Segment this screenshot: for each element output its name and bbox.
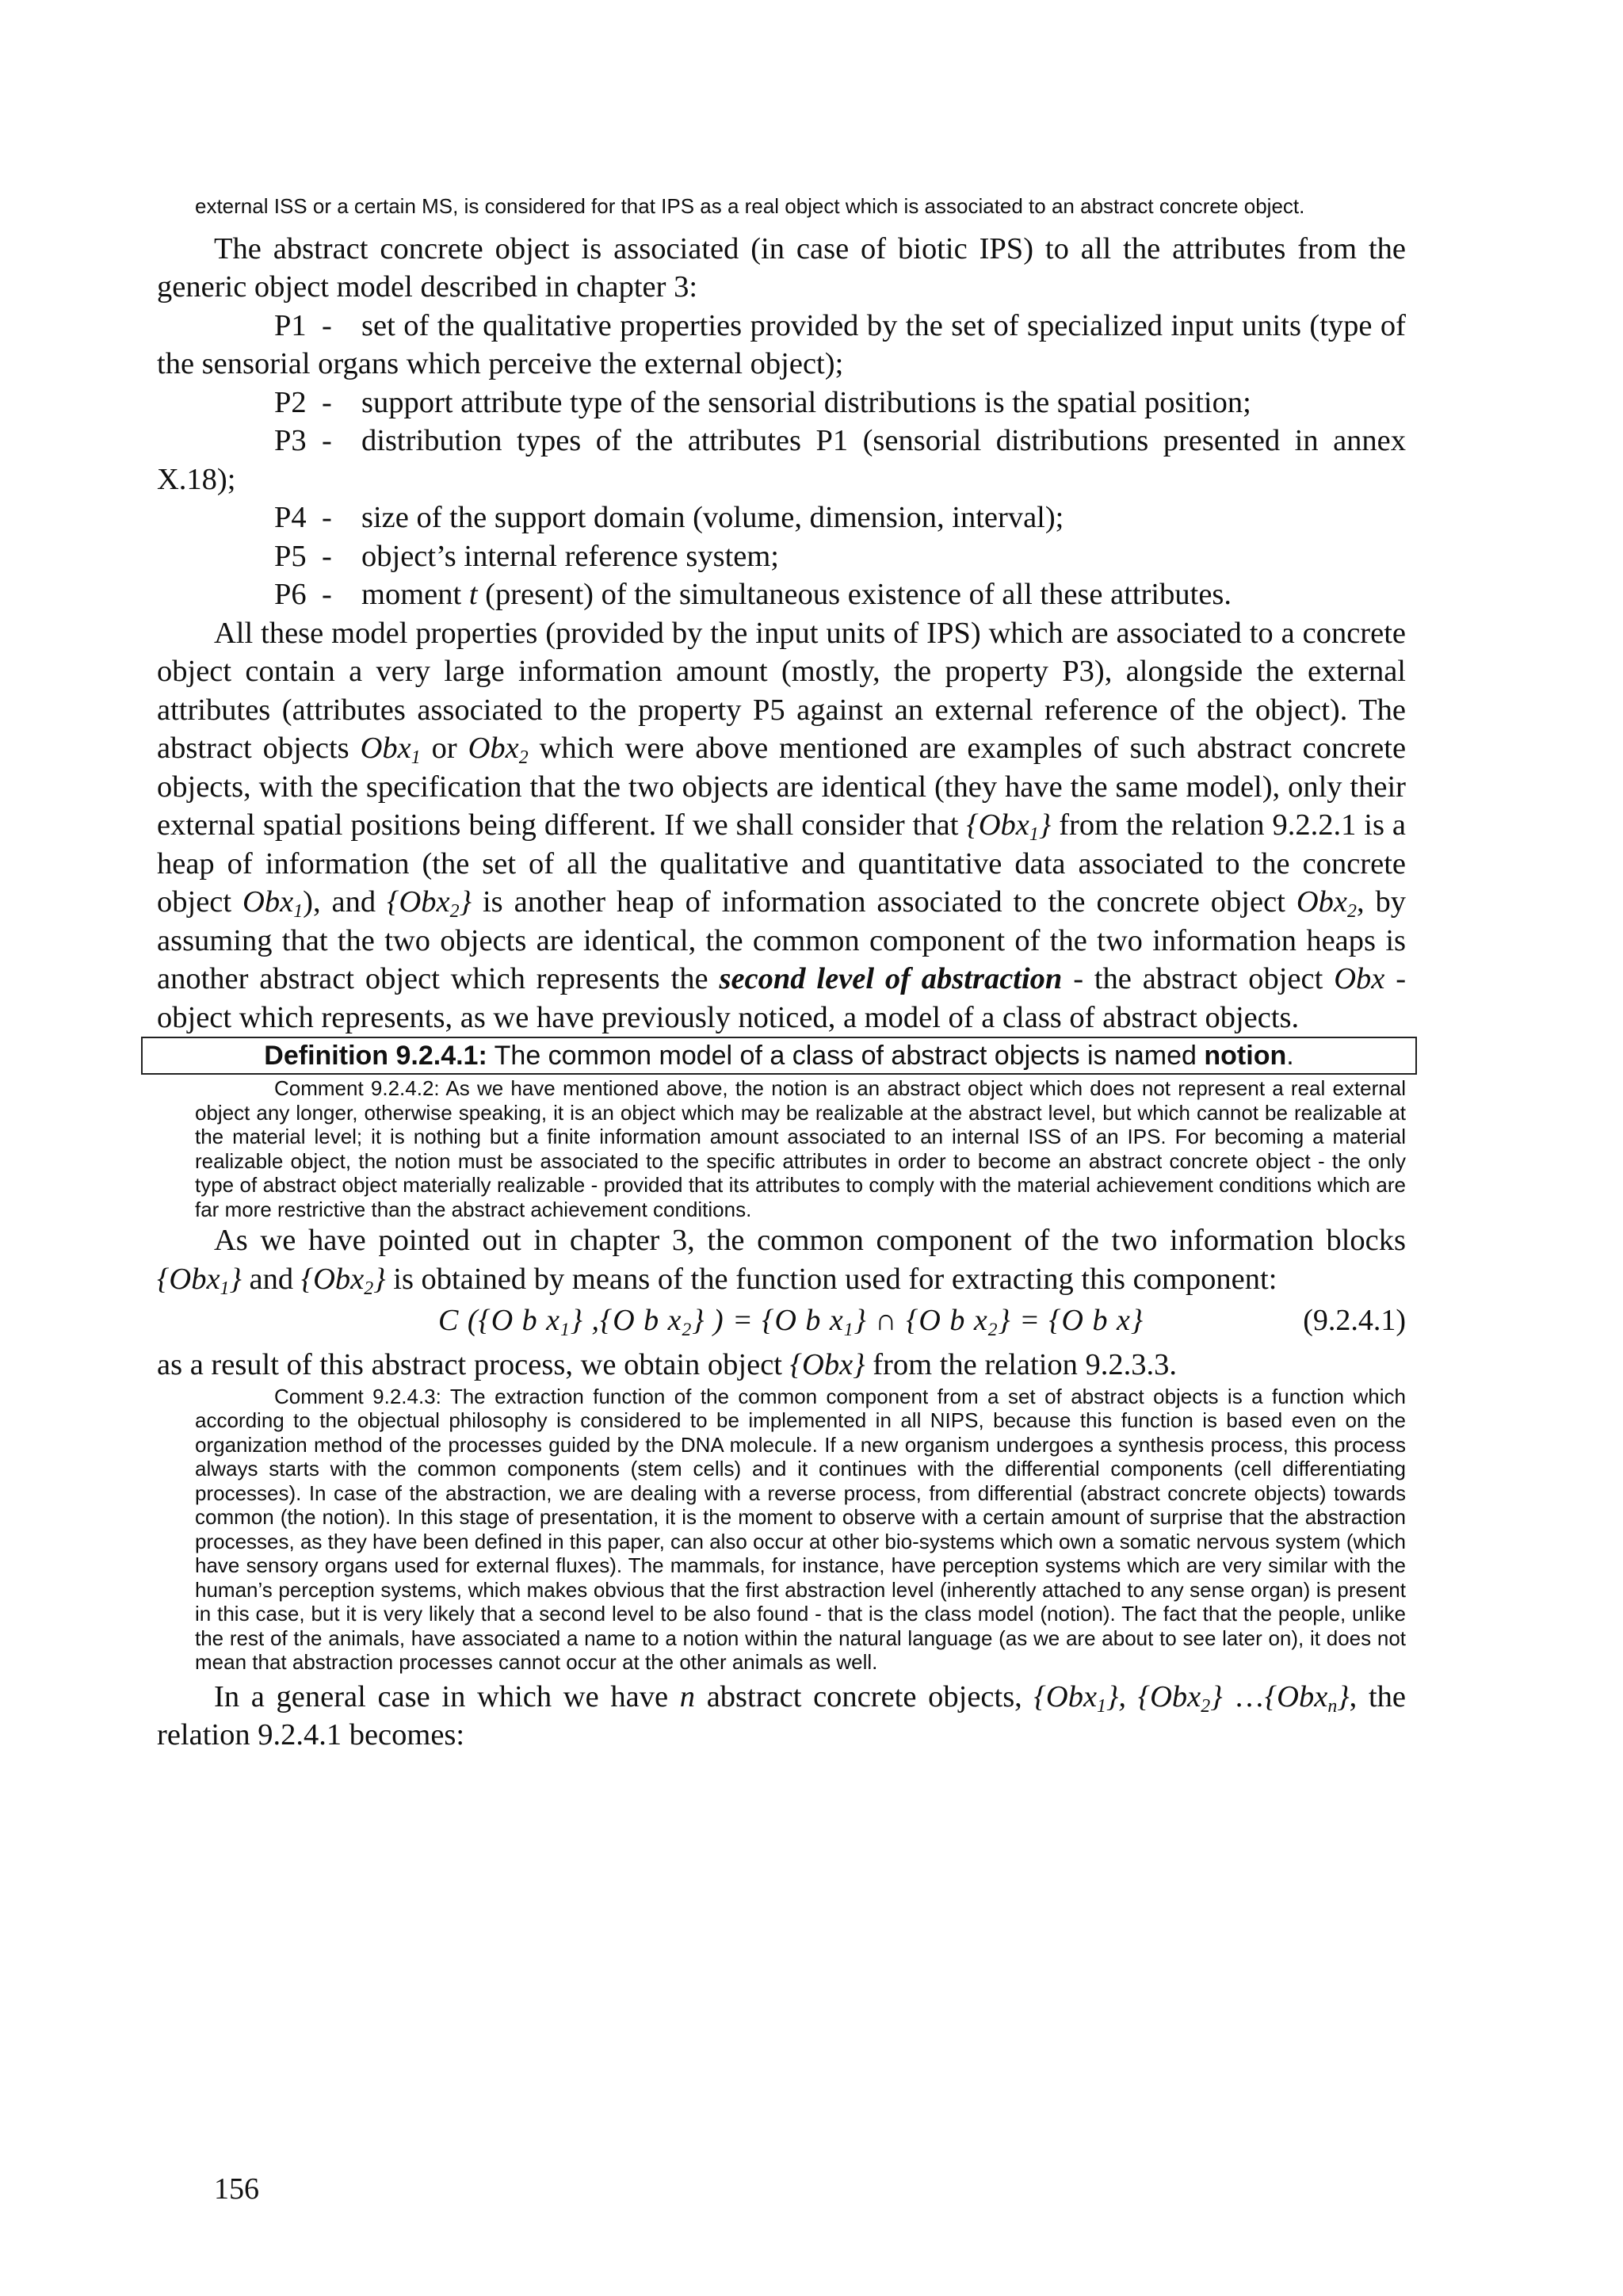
paragraph-2-text: - object which represents, as we have previously noticed, a model of a class of abstract objects. — [157, 962, 1407, 1034]
property-item-p4 — [157, 499, 1406, 537]
paragraph-3-text: is obtained by means of the function used for extracting this component: — [393, 1262, 1277, 1296]
definition-term: notion — [1204, 1041, 1287, 1071]
property-id: P2 — [274, 385, 307, 419]
math-obx1 — [360, 732, 421, 769]
math-subscript: 2 — [1347, 901, 1357, 923]
property-id: P6 — [274, 578, 307, 611]
math-subscript: 1 — [293, 901, 304, 923]
equation-subscript: 1 — [843, 1320, 854, 1341]
equation-part: } = {O b x} — [998, 1304, 1144, 1337]
paragraph-3-text: As we have pointed out in chapter 3, the common component of the two information blocks — [214, 1224, 1406, 1257]
equation-subscript: 2 — [682, 1320, 693, 1341]
equation-part: } ∩ {O b x — [854, 1304, 988, 1337]
equation-9-2-4-1 — [157, 1298, 1406, 1346]
paragraph-2-text: which were above mentioned are examples of such abstract concrete objects, with the specification that the two objects are identical (they have the same model), only their external spatial positions being different. If we shall consider that — [157, 732, 1407, 842]
property-id: P4 — [274, 501, 307, 534]
property-text: set of the qualitative properties provided by the set of specialized input units (type of the sensorial organs which perceive the external object); — [157, 308, 1406, 380]
paragraph-2-text: is another heap of information associated to the concrete object — [482, 885, 1285, 919]
math-obx: Obx — [1334, 962, 1385, 995]
comment-9-2-4-2: Comment 9.2.4.2: As we have mentioned above, the notion is an abstract object which does not represent a real external object any longer, otherwise speaking, it is an object which may be realizable at the abstract level, but which cannot be realizable at the material level; it is nothing but a finite information amount associated to an internal ISS of an IPS. For becoming a material realizable object, the notion must be associated to the specific attributes in order to become an abstract concrete object - the only type of abstract object materially realizable - provided that its attributes to comply with the material achievement conditions which are far more restrictive than the abstract achievement conditions. — [195, 1076, 1406, 1221]
equation-subscript: 2 — [987, 1320, 999, 1341]
ellipsis: … — [1234, 1679, 1265, 1713]
property-dash: - — [322, 539, 332, 573]
property-item-p2 — [157, 384, 1406, 422]
math-symbol: }, — [1106, 1679, 1127, 1713]
math-obx2 — [468, 732, 529, 769]
property-dash: - — [322, 424, 332, 457]
paragraph-3 — [157, 1221, 1406, 1298]
math-symbol: Obx — [360, 732, 411, 765]
equation-part: C ({O b x — [438, 1304, 561, 1337]
paragraph-2-text: All these model properties (provided by the input units of IPS) which are associated to a concrete object contain a very large information amount (mostly, the property P3), alongside the external attributes (attributes associated to the property P5 against an external reference of the object). The abstract objects — [157, 616, 1406, 765]
math-set-obx2 — [387, 885, 472, 923]
math-subscript: 1 — [1097, 1695, 1106, 1717]
paragraph-5-text: , the relation 9.2.4.1 becomes: — [157, 1679, 1407, 1752]
definition-text: The common model of a class of abstract objects is named — [494, 1041, 1197, 1071]
definition-label: Definition 9.2.4.1: — [264, 1041, 487, 1071]
paragraph-5 — [157, 1678, 1406, 1755]
property-text: support attribute type of the sensorial distributions is the spatial position; — [361, 385, 1251, 419]
math-symbol: {Obx — [1033, 1679, 1098, 1713]
property-item-p1 — [157, 307, 1406, 384]
math-set-obx2 — [300, 1262, 386, 1299]
paragraph-2-text: - the abstract object — [1073, 962, 1323, 995]
math-subscript: 2 — [364, 1278, 374, 1299]
math-subscript: 2 — [1201, 1695, 1211, 1717]
paragraph-3-text: and — [249, 1262, 294, 1296]
math-symbol: Obx — [1296, 885, 1347, 919]
paragraph-4-text: from the relation 9.2.3.3. — [873, 1348, 1178, 1381]
math-symbol: } — [459, 885, 472, 919]
math-set-obx2 — [1137, 1679, 1223, 1717]
math-subscript: 2 — [449, 901, 460, 923]
paragraph-1-text: The abstract concrete object is associated (in case of biotic IPS) to all the attributes from the generic object model described in chapter 3: — [157, 231, 1406, 304]
definition-end: . — [1286, 1041, 1294, 1071]
property-item-p6 — [157, 575, 1406, 614]
property-text: (present) of the simultaneous existence of all these attributes. — [485, 578, 1232, 611]
page-number: 156 — [214, 2172, 259, 2206]
equation-expression — [438, 1303, 1144, 1341]
math-set-obx: {Obx} — [789, 1348, 865, 1381]
comment-9-2-4-3: Comment 9.2.4.3: The extraction function of the common component from a set of abstract objects is a function which according to the objectual philosophy is considered to be implemented in all NIPS, because this function is based even on the organization method of the processes guided by the DNA molecule. If a new organism undergoes a synthesis process, this process always starts with the common components (stem cells) and it continues with the differential components (cell differentiating processes). In case of the abstraction, we are dealing with a reverse process, from differential (abstract concrete objects) towards common (the notion). In this stage of presentation, it is the moment to observe with a certain amount of surprise that the abstraction processes, as they have been defined in this paper, can also occur at other bio-systems which own a somatic nervous system (which have sensory organs used for external fluxes). The mammals, for instance, have perception systems which are very similar with the human’s perception systems, which makes obvious that the first abstraction level (inherently attached to any sense organ) is present in this case, but it is very likely that a second level to be also found - that is the class model (notion). The fact that the people, unlike the rest of the animals, have associated a name to a notion within the natural language (as we are about to see later on), it does not mean that abstraction processes cannot occur at the other animals as well. — [195, 1384, 1406, 1674]
definition-box — [141, 1037, 1417, 1075]
math-obx2b — [1296, 885, 1357, 923]
math-subscript: 1 — [220, 1278, 230, 1299]
paragraph-2-text: from the relation 9.2.2.1 is a heap of information (the set of all the qualitative and quantitative data associated to the concrete object — [157, 808, 1407, 919]
math-symbol: {Obx — [300, 1262, 365, 1296]
property-item-p3 — [157, 422, 1406, 499]
math-subscript: 1 — [1029, 824, 1039, 846]
math-symbol: } — [1210, 1679, 1223, 1713]
math-symbol: {Obx — [387, 885, 450, 919]
math-set-obx1 — [1033, 1679, 1127, 1717]
property-id: P3 — [274, 424, 307, 457]
math-symbol: } — [229, 1262, 242, 1296]
math-obx1b — [242, 885, 304, 923]
property-text: distribution types of the attributes P1 (sensorial distributions presented in annex X.18); — [157, 424, 1406, 496]
math-symbol: {Obx — [1264, 1679, 1328, 1713]
math-symbol: {Obx — [1137, 1679, 1201, 1713]
paragraph-2 — [157, 614, 1406, 1037]
property-text: object’s internal reference system; — [361, 539, 780, 573]
math-symbol: } — [373, 1262, 386, 1296]
paragraph-5-text: In a general case in which we have — [214, 1679, 669, 1713]
document-page — [157, 194, 1406, 1755]
property-dash: - — [322, 308, 332, 342]
math-set-obxn — [1264, 1679, 1350, 1717]
math-subscript: 2 — [518, 747, 529, 769]
equation-subscript: 1 — [560, 1320, 571, 1341]
property-text-italic: t — [468, 578, 478, 611]
math-symbol: Obx — [468, 732, 519, 765]
property-text: size of the support domain (volume, dimension, interval); — [361, 501, 1064, 534]
property-item-p5 — [157, 537, 1406, 576]
equation-number: (9.2.4.1) — [1303, 1304, 1406, 1337]
paragraph-5-text: abstract concrete objects, — [706, 1679, 1022, 1713]
paragraph-2-text: or — [431, 732, 457, 765]
equation-part: } ) = {O b x — [692, 1304, 844, 1337]
top-fragment-text: external ISS or a certain MS, is considered for that IPS as a real object which is associated to an abstract concrete object. — [195, 194, 1305, 218]
property-dash: - — [322, 501, 332, 534]
property-list — [157, 307, 1406, 614]
math-symbol: } — [1337, 1679, 1350, 1713]
math-symbol: {Obx — [157, 1262, 220, 1296]
math-set-obx1 — [157, 1262, 242, 1299]
property-dash: - — [322, 578, 332, 611]
paragraph-1 — [157, 230, 1406, 307]
paragraph-2-text: , by assuming that the two objects are identical, the common component of the two information heaps is another abstract object which represents the — [157, 885, 1407, 995]
property-text: moment — [361, 578, 462, 611]
property-dash: - — [322, 385, 332, 419]
emphasis-second-level: second level of abstraction — [719, 962, 1063, 995]
property-id: P5 — [274, 539, 307, 573]
math-n: n — [679, 1679, 695, 1713]
paragraph-4-text: as a result of this abstract process, we obtain object — [157, 1348, 783, 1381]
math-set-obx1 — [966, 808, 1052, 846]
math-symbol: Obx — [242, 885, 294, 919]
equation-part: } ,{O b x — [570, 1304, 682, 1337]
math-subscript: n — [1327, 1695, 1338, 1717]
paragraph-4 — [157, 1346, 1406, 1385]
math-symbol: {Obx — [966, 808, 1029, 842]
math-symbol: } — [1038, 808, 1052, 842]
property-id: P1 — [274, 308, 307, 342]
paragraph-2-text: ), and — [303, 885, 376, 919]
math-subscript: 1 — [411, 747, 421, 769]
